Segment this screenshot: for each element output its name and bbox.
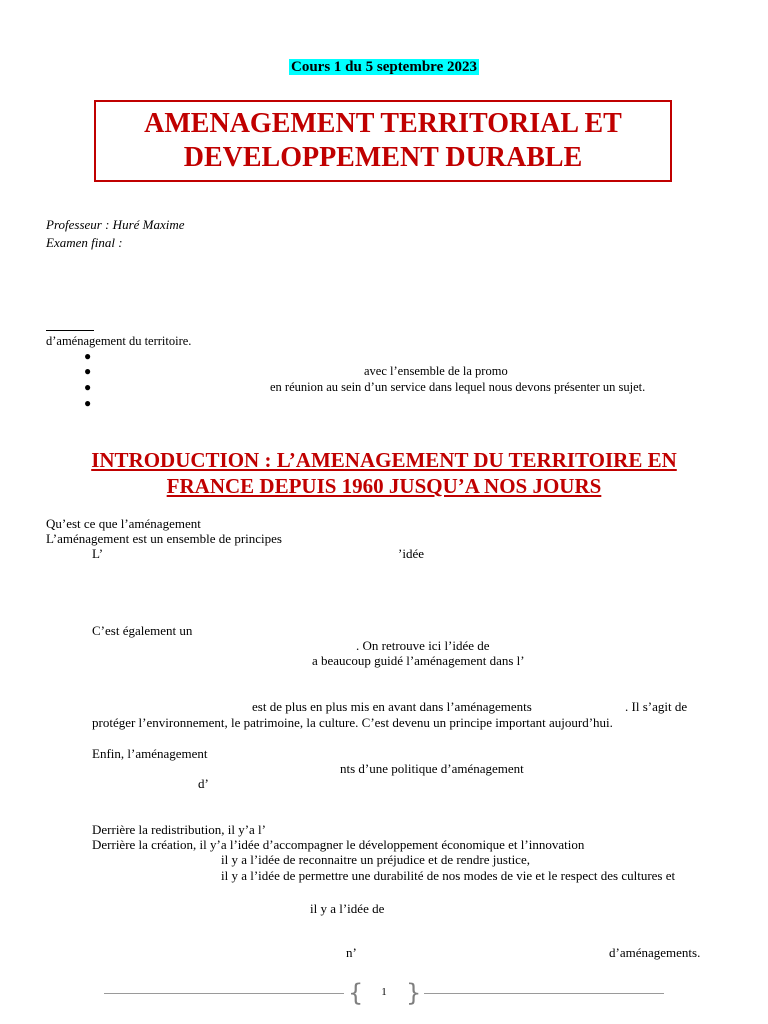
underline-rule [46, 330, 94, 331]
right-brace-icon: } [406, 979, 422, 1007]
body-text: a beaucoup guidé l’aménagement dans l’ [312, 653, 525, 668]
body-text: . Il s’agit de [625, 699, 688, 714]
footer-rule-left [104, 993, 344, 994]
bullet-text-2: avec l’ensemble de la promo [364, 364, 508, 378]
bullet-text-3: en réunion au sein d’un service dans lequel nous devons présenter un sujet. [270, 380, 646, 394]
page-number: 1 [381, 986, 387, 998]
body-text: Derrière la création, il y’a l’idée d’accompagner le développement économique et l’innovation [92, 837, 585, 852]
footer-rule-right [424, 993, 664, 994]
title-line-2: DEVELOPPEMENT DURABLE [183, 142, 583, 173]
body-text: C’est également un [92, 623, 193, 638]
body-text: Enfin, l’aménagement [92, 746, 208, 761]
body-text: L’ [92, 546, 104, 561]
course-date [0, 60, 768, 75]
introduction-heading [0, 447, 768, 499]
body-text: protéger l’environnement, le patrimoine, la culture. C’est devenu un principe important aujourd’hui. [92, 715, 613, 730]
title-line-1: AMENAGEMENT TERRITORIAL ET [144, 108, 622, 139]
body-text: L’aménagement est un ensemble de principes [46, 531, 282, 546]
body-text: est de plus en plus mis en avant dans l’aménagements [252, 699, 532, 714]
intro-line-1: INTRODUCTION : L’AMENAGEMENT DU TERRITOIRE EN [91, 448, 677, 472]
presentation-line: d’aménagement du territoire. [46, 334, 192, 348]
body-text: il y a l’idée de reconnaitre un préjudice et de rendre justice, [221, 852, 530, 867]
bullet-icon: ● [84, 396, 92, 410]
body-text: Qu’est ce que l’aménagement [46, 516, 201, 531]
professor-line: Professeur : Huré Maxime [46, 217, 185, 232]
bullet-icon: ● [84, 349, 92, 363]
body-text: nts d’une politique d’aménagement [340, 761, 524, 776]
body-text: n’ [346, 945, 357, 960]
body-text: d’ [198, 776, 209, 791]
body-text: d’aménagements. [609, 945, 701, 960]
intro-line-2: FRANCE DEPUIS 1960 JUSQU’A NOS JOURS [166, 474, 602, 498]
left-brace-icon: { [348, 979, 364, 1007]
document-title [94, 100, 672, 182]
bullet-icon: ● [84, 364, 92, 378]
bullet-icon: ● [84, 380, 92, 394]
body-text: il y a l’idée de [310, 901, 385, 916]
exam-line: Examen final : [46, 235, 123, 250]
body-text: il y a l’idée de permettre une durabilité de nos modes de vie et le respect des cultures et [221, 868, 676, 883]
course-date-highlight: Cours 1 du 5 septembre 2023 [291, 59, 477, 75]
body-text: ’idée [398, 546, 424, 561]
body-text: Derrière la redistribution, il y’a l’ [92, 822, 266, 837]
body-text: . On retrouve ici l’idée de [356, 638, 490, 653]
